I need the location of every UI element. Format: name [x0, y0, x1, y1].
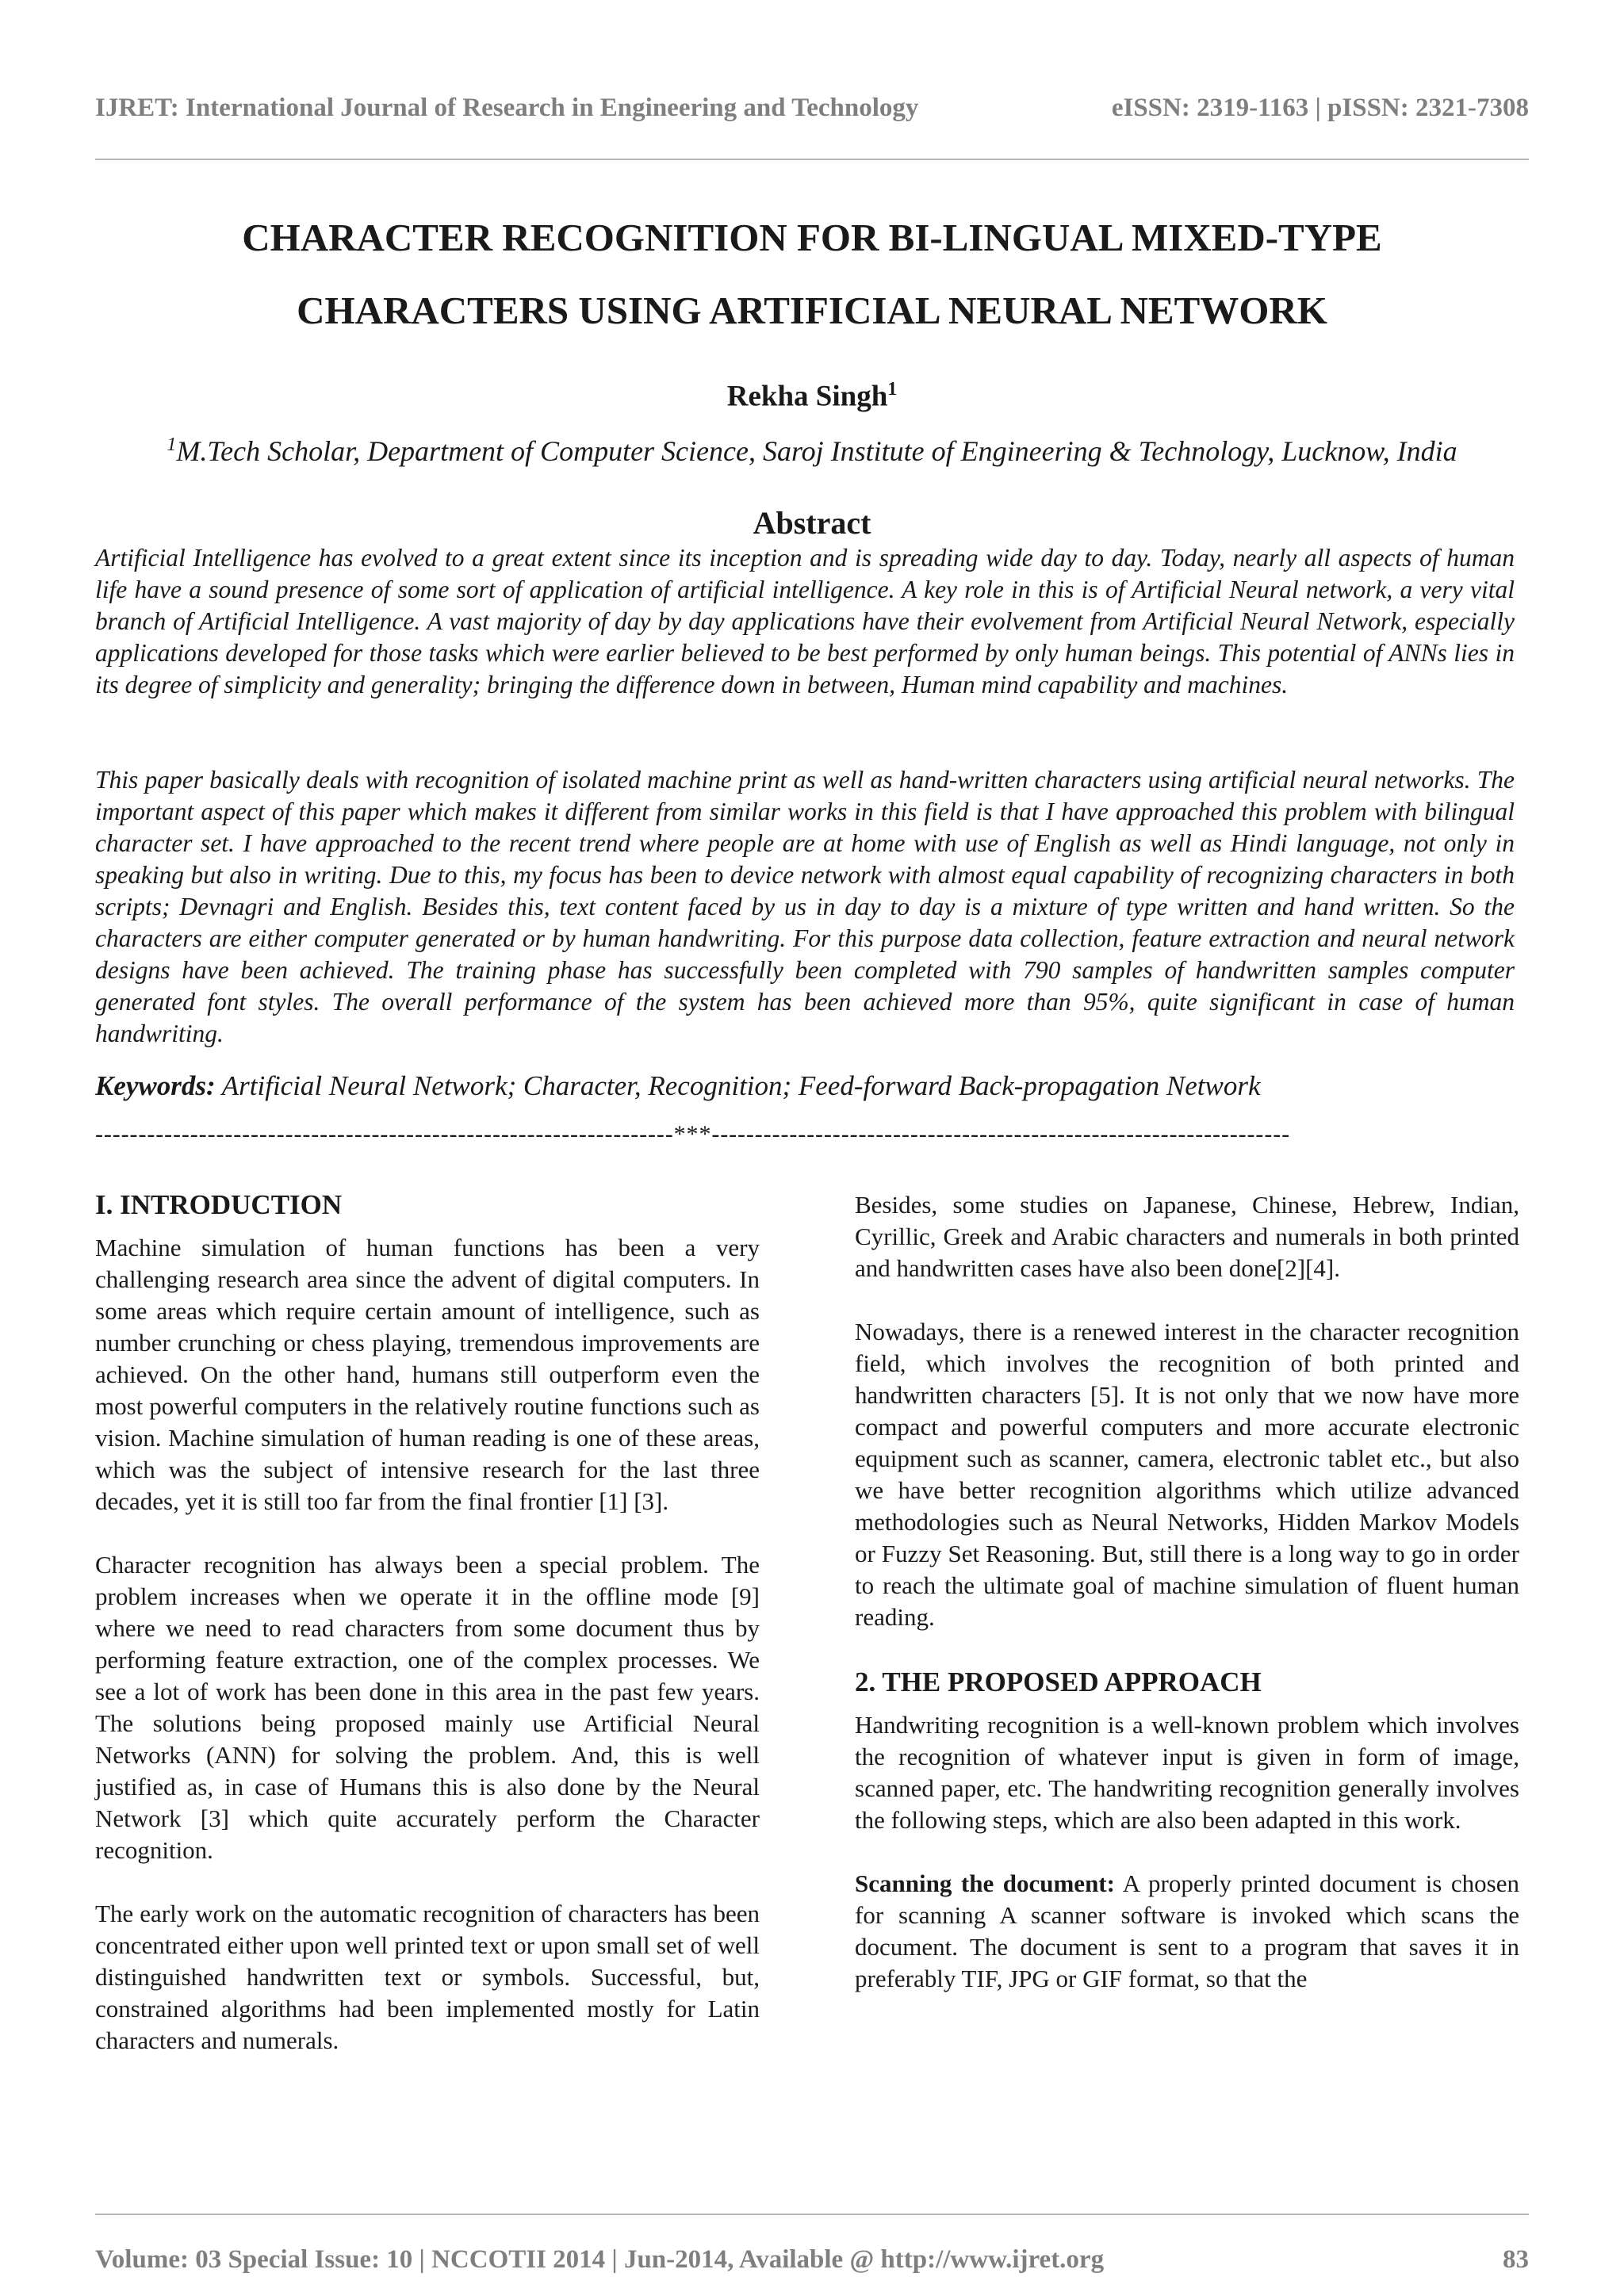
- keywords-text: Artificial Neural Network; Character, Recognition; Feed-forward Back-propagation Network: [221, 1070, 1261, 1101]
- right-column: [855, 1189, 1519, 1995]
- proposed-approach-heading: 2. THE PROPOSED APPROACH: [855, 1667, 1262, 1697]
- affiliation-sup: 1: [167, 434, 177, 455]
- running-footer: [95, 2245, 1529, 2275]
- scanning-text: A properly printed document is chosen for scanning A scanner software is invoked which scans the document. The document is sent to a program that saves it in preferably TIF, JPG or GIF format, so that the: [855, 1869, 1519, 1992]
- abstract-heading: Abstract: [753, 505, 871, 541]
- section-separator: -------------------------------------------------------------------***-------------------------------------------------------------------: [95, 1121, 1290, 1147]
- paper-title: [95, 201, 1529, 347]
- abstract-paragraph-2: This paper basically deals with recognition of isolated machine print as well as hand-written characters using artificial neural networks. The important aspect of this paper which makes it different from similar works in this field is that I have approached this problem with bilingual character set. I have approached to the recent trend where people are at home with use of English as well as Hindi language, not only in speaking but also in writing. Due to this, my focus has been to device network with almost equal capability of recognizing characters in both scripts; Devnagri and English. Besides this, text content faced by us in day to day is a mixture of type written and hand written. So the characters are either computer generated or by human handwriting. For this purpose data collection, feature extraction and neural network designs have been achieved. The training phase has successfully been completed with 790 samples of handwritten samples computer generated font styles. The overall performance of the system has been achieved more than 95%, quite significant in case of human handwriting.: [95, 766, 1515, 1047]
- title-line-1: CHARACTER RECOGNITION FOR BI-LINGUAL MIXED-TYPE: [242, 216, 1382, 259]
- keywords-label: Keywords:: [95, 1070, 216, 1101]
- keywords: [95, 1070, 1529, 1102]
- header-rule: [95, 159, 1529, 160]
- left-column: [95, 1188, 760, 2057]
- volume-info: Volume: 03 Special Issue: 10 | NCCOTII 2014 | Jun-2014, Available @ http://www.ijret.org: [95, 2245, 1105, 2274]
- author-name: Rekha Singh: [726, 380, 888, 413]
- right-paragraph-4: [855, 1868, 1519, 1995]
- intro-paragraph-1: Machine simulation of human functions has been a very challenging research area since the advent of digital computers. In some areas which require certain amount of intelligence, such as number crunching or chess playing, tremendous improvements are achieved. On the other hand, humans still outperform even the most powerful computers in the relatively routine functions such as vision. Machine simulation of human reading is one of these areas, which was the subject of intensive research for the last three decades, yet it is still too far from the final frontier [1] [3].: [95, 1234, 760, 1515]
- author-sup: 1: [887, 379, 898, 400]
- abstract-paragraph-1: Artificial Intelligence has evolved to a great extent since its inception and is spreading wide day to day. Today, nearly all aspects of human life have a sound presence of some sort of application of artificial intelligence. A key role in this is of Artificial Neural network, a very vital branch of Artificial Intelligence. A vast majority of day by day applications have their evolvement from Artificial Neural Network, especially applications developed for those tasks which were earlier believed to be best performed by only human beings. This potential of ANNs lies in its degree of simplicity and generality; bringing the difference down in between, Human mind capability and machines.: [95, 544, 1515, 698]
- page-number: 83: [1503, 2245, 1529, 2274]
- author: [95, 379, 1529, 413]
- affiliation: [95, 434, 1529, 468]
- footer-rule: [95, 2214, 1529, 2215]
- journal-name: IJRET: International Journal of Research in Engineering and Technology: [95, 94, 919, 122]
- right-paragraph-2: Nowadays, there is a renewed interest in the character recognition field, which involves the recognition of both printed and handwritten characters [5]. It is not only that we now have more compact and powerful computers and more accurate electronic equipment such as scanner, camera, electronic tablet etc., but also we have better recognition algorithms which utilize advanced methodologies such as Neural Networks, Hidden Markov Models or Fuzzy Set Reasoning. But, still there is a long way to go in order to reach the ultimate goal of machine simulation of fluent human reading.: [855, 1318, 1519, 1631]
- issn: eISSN: 2319-1163 | pISSN: 2321-7308: [1111, 94, 1529, 122]
- introduction-heading: I. INTRODUCTION: [95, 1189, 343, 1220]
- right-paragraph-1: Besides, some studies on Japanese, Chinese, Hebrew, Indian, Cyrillic, Greek and Arabic characters and numerals in both printed and handwritten cases have also been done[2][4].: [855, 1191, 1519, 1282]
- scanning-label: Scanning the document:: [855, 1869, 1115, 1897]
- running-header: [95, 94, 1529, 123]
- affiliation-text: M.Tech Scholar, Department of Computer Science, Saroj Institute of Engineering & Technology, Lucknow, India: [176, 435, 1457, 467]
- intro-paragraph-2: Character recognition has always been a special problem. The problem increases when we operate it in the offline mode [9] where we need to read characters from some document thus by performing feature extraction, one of the complex processes. We see a lot of work has been done in this area in the past few years. The solutions being proposed mainly use Artificial Neural Networks (ANN) for solving the problem. And, this is well justified as, in case of Humans this is also done by the Neural Network [3] which quite accurately perform the Character recognition.: [95, 1551, 760, 1864]
- intro-paragraph-3: The early work on the automatic recognition of characters has been concentrated either upon well printed text or upon small set of well distinguished handwritten text or symbols. Successful, but, constrained algorithms had been implemented mostly for Latin characters and numerals.: [95, 1900, 760, 2054]
- title-line-2: CHARACTERS USING ARTIFICIAL NEURAL NETWORK: [297, 289, 1327, 332]
- right-paragraph-3: Handwriting recognition is a well-known problem which involves the recognition of whatever input is given in form of image, scanned paper, etc. The handwriting recognition generally involves the following steps, which are also been adapted in this work.: [855, 1711, 1519, 1834]
